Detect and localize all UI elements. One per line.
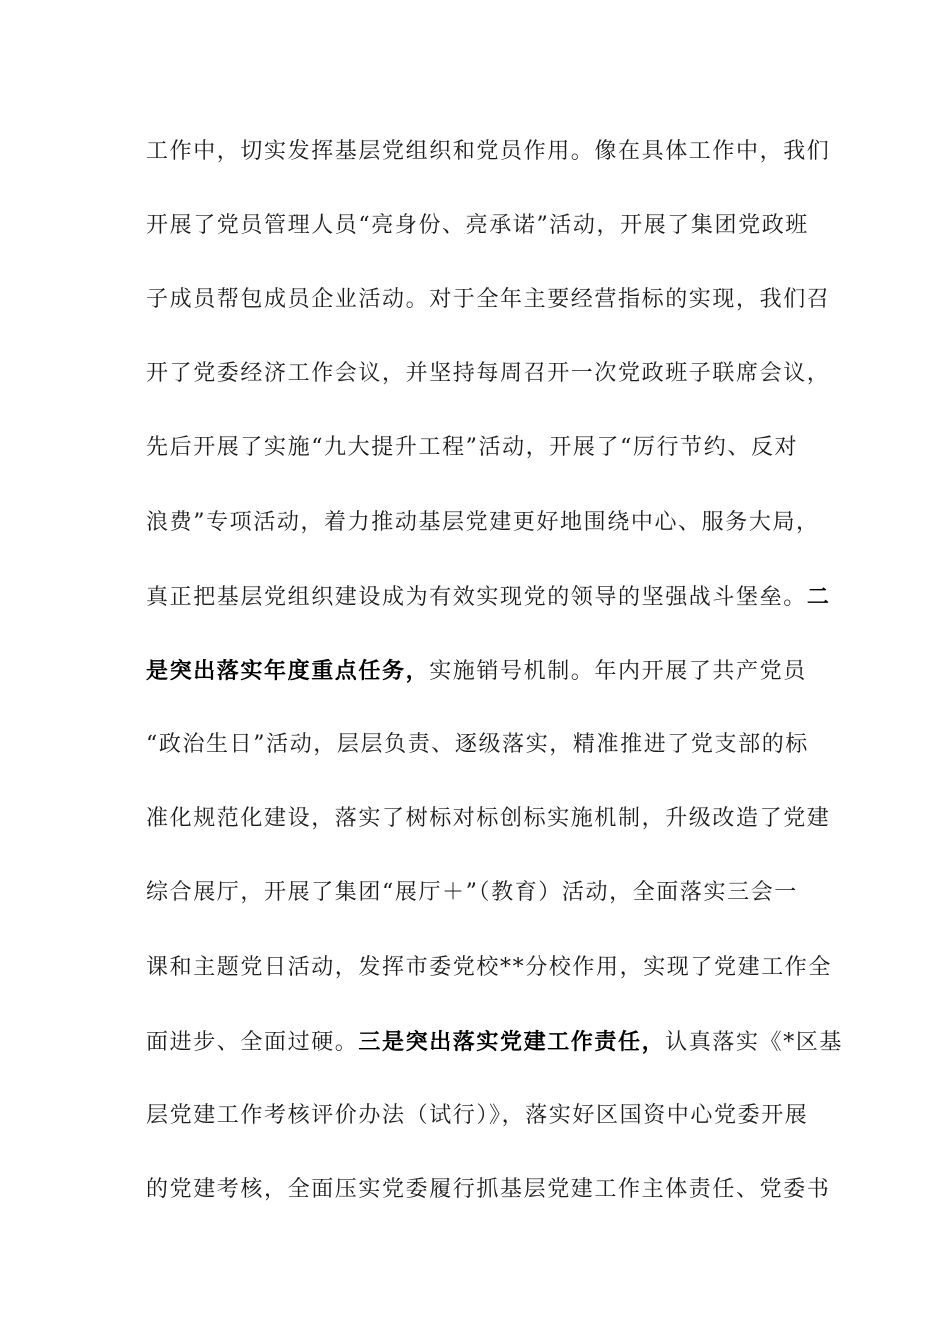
line-text: 真正把基层党组织建设成为有效实现党的领导的坚强战斗堡垒。 — [146, 585, 807, 610]
line-text: 准化规范化建设，落实了树标对标创标实施机制，升级改造了党建 — [146, 806, 831, 831]
line-text: 面进步、全面过硬。 — [146, 1030, 359, 1055]
bold-heading-text: 三是突出落实党建工作责任， — [358, 1029, 666, 1055]
line-text: “政治生日”活动，层层负责、逐级落实，精准推进了党支部的标 — [146, 732, 809, 757]
text-line-2 — [146, 206, 809, 246]
line-text: 认真落实《*区基 — [665, 1030, 844, 1055]
bold-heading-text: 是突出落实年度重点任务， — [146, 658, 430, 684]
text-line-12 — [146, 948, 833, 988]
text-line-10 — [146, 799, 831, 839]
line-text: 开了党委经济工作会议，并坚持每周召开一次党政班子联席会议， — [146, 361, 831, 386]
text-line-7 — [146, 577, 831, 617]
text-line-6 — [146, 503, 820, 543]
text-line-14 — [146, 1096, 809, 1136]
line-text: 子成员帮包成员企业活动。对于全年主要经营指标的实现，我们召 — [146, 287, 831, 312]
line-text: 浪费”专项活动，着力推动基层党建更好地围绕中心、服务大局， — [146, 510, 820, 535]
text-line-13 — [146, 1022, 844, 1062]
bold-heading-text: 二 — [806, 584, 831, 610]
text-line-5 — [146, 428, 806, 468]
text-line-1 — [146, 132, 831, 172]
line-text: 先后开展了实施“九大提升工程”活动，开展了“厉行节约、反对 — [146, 435, 799, 460]
text-line-4 — [146, 354, 831, 394]
text-line-9 — [146, 725, 809, 765]
line-text: 综合展厅，开展了集团“展厅＋”（教育）活动，全面落实三会一 — [146, 880, 798, 905]
line-text: 工作中，切实发挥基层党组织和党员作用。像在具体工作中，我们 — [146, 139, 831, 164]
line-text: 实施销号机制。年内开展了共产党员 — [429, 659, 807, 684]
line-text: 开展了党员管理人员“亮身份、亮承诺”活动，开展了集团党政班 — [146, 213, 809, 238]
text-line-3 — [146, 280, 831, 320]
line-text: 的党建考核，全面压实党委履行抓基层党建工作主体责任、党委书 — [146, 1177, 831, 1202]
line-text: 层党建工作考核评价办法（试行）》，落实好区国资中心党委开展 — [146, 1103, 809, 1128]
text-line-11 — [146, 873, 806, 913]
line-text: 课和主题党日活动，发挥市委党校**分校作用，实现了党建工作全 — [146, 955, 833, 980]
text-line-15 — [146, 1170, 831, 1210]
text-line-8 — [146, 651, 806, 691]
